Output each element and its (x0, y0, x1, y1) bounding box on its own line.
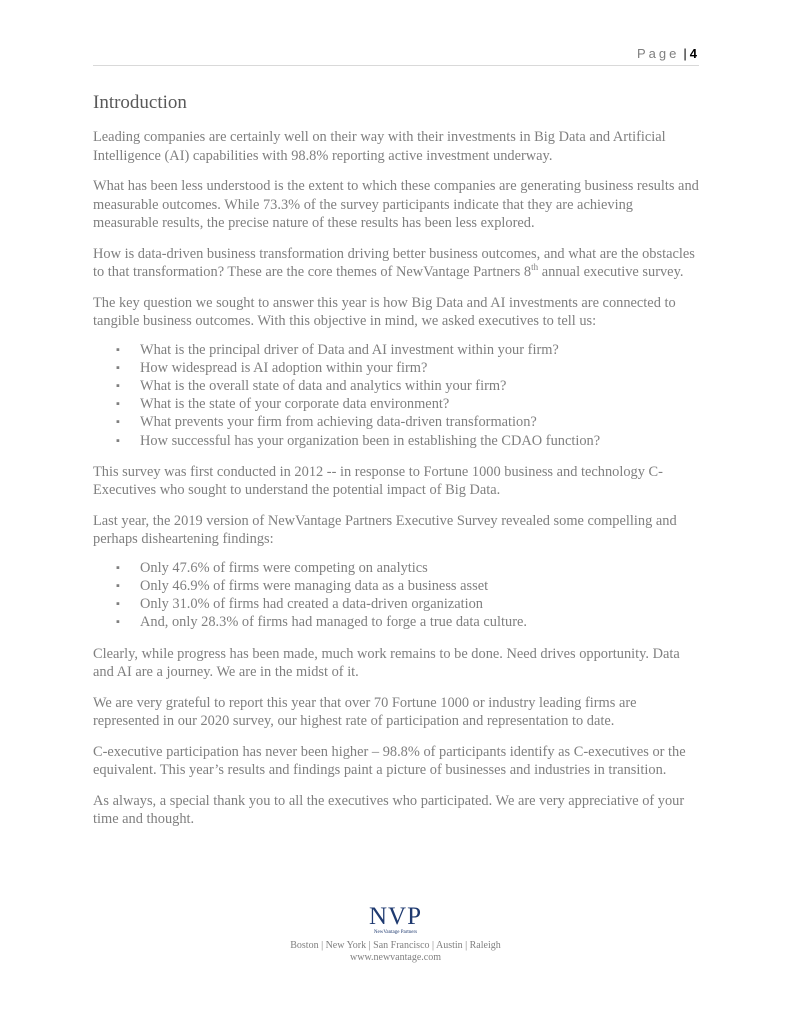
list-item: ▪ What is the principal driver of Data and AI investment within your firm? (140, 341, 699, 359)
paragraph-intro: Leading companies are certainly well on their way with their investments in Big Data and Artificial Intelligence (AI) capabilities with 98.8% reporting active investment underway. (93, 129, 666, 164)
office-locations: Boston | New York | San Francisco | Austin | Raleigh (290, 940, 501, 951)
list-item: ▪ What is the state of your corporate data environment? (140, 395, 699, 413)
document-body (93, 92, 699, 841)
ordinal-superscript: th (531, 262, 539, 273)
list-item: ▪ Only 47.6% of firms were competing on analytics (140, 559, 699, 577)
list-item: ▪ Only 31.0% of firms had created a data-driven organization (140, 595, 699, 613)
paragraph-key-question: The key question we sought to answer this year is how Big Data and AI investments are connected to tangible business outcomes. With this objective in mind, we asked executives to tell us: (93, 294, 676, 329)
list-item: ▪ Only 46.9% of firms were managing data as a business asset (140, 577, 699, 595)
page-separator: | (683, 46, 687, 61)
paragraph-c-executive: C-executive participation has never been higher – 98.8% of participants identify as C-executives or the equivalent. This year’s results and findings paint a picture of businesses and industries in transition. (93, 743, 686, 779)
paragraph-results: What has been less understood is the extent to which these companies are generating business results and measurable outcomes. While 73.3% of the survey participants indicate that they are achieving measurable results, the precise nature of these results has been less explored. (93, 178, 699, 231)
list-item: ▪ And, only 28.3% of firms had managed to forge a true data culture. (140, 613, 699, 631)
page-number: 4 (689, 46, 697, 61)
list-item: ▪ What prevents your firm from achieving data-driven transformation? (140, 413, 699, 431)
page-footer (0, 905, 791, 964)
logo-subtitle: NewVantage Partners (373, 930, 418, 935)
paragraph-participation: We are very grateful to report this year that over 70 Fortune 1000 or industry leading firms are represented in our 2020 survey, our highest rate of participation and representation to date. (93, 694, 637, 730)
paragraph-history: This survey was first conducted in 2012 -- in response to Fortune 1000 business and technology C-Executives who sought to understand the potential impact of Big Data. (93, 463, 663, 499)
paragraph-thanks: As always, a special thank you to all the executives who participated. We are very appreciative of your time and thought. (93, 792, 685, 828)
paragraph-last-year: Last year, the 2019 version of NewVantage Partners Executive Survey revealed some compelling and perhaps disheartening findings: (93, 512, 677, 548)
website-link[interactable]: www.newvantage.com (350, 952, 441, 963)
paragraph-themes-text: How is data-driven business transformation driving better business outcomes, and what are the obstacles to that transformation? These are the core themes of NewVantage Partners 8 (93, 245, 695, 280)
nvp-logo: NVP (368, 903, 422, 930)
paragraph-progress: Clearly, while progress has been made, much work remains to be done. Need drives opportunity. Data and AI are a journey. We are in the midst of it. (93, 645, 680, 681)
page-header (637, 46, 697, 61)
paragraph-themes (93, 245, 699, 282)
findings-list (93, 559, 699, 632)
header-rule (93, 65, 699, 66)
paragraph-themes-tail: annual executive survey. (538, 264, 684, 280)
question-list (93, 341, 699, 450)
list-item: ▪ How widespread is AI adoption within your firm? (140, 359, 699, 377)
page-label: Page (637, 46, 680, 61)
list-item: ▪ What is the overall state of data and analytics within your firm? (140, 377, 699, 395)
list-item: ▪ How successful has your organization been in establishing the CDAO function? (140, 432, 699, 450)
section-title: Introduction (93, 92, 187, 113)
